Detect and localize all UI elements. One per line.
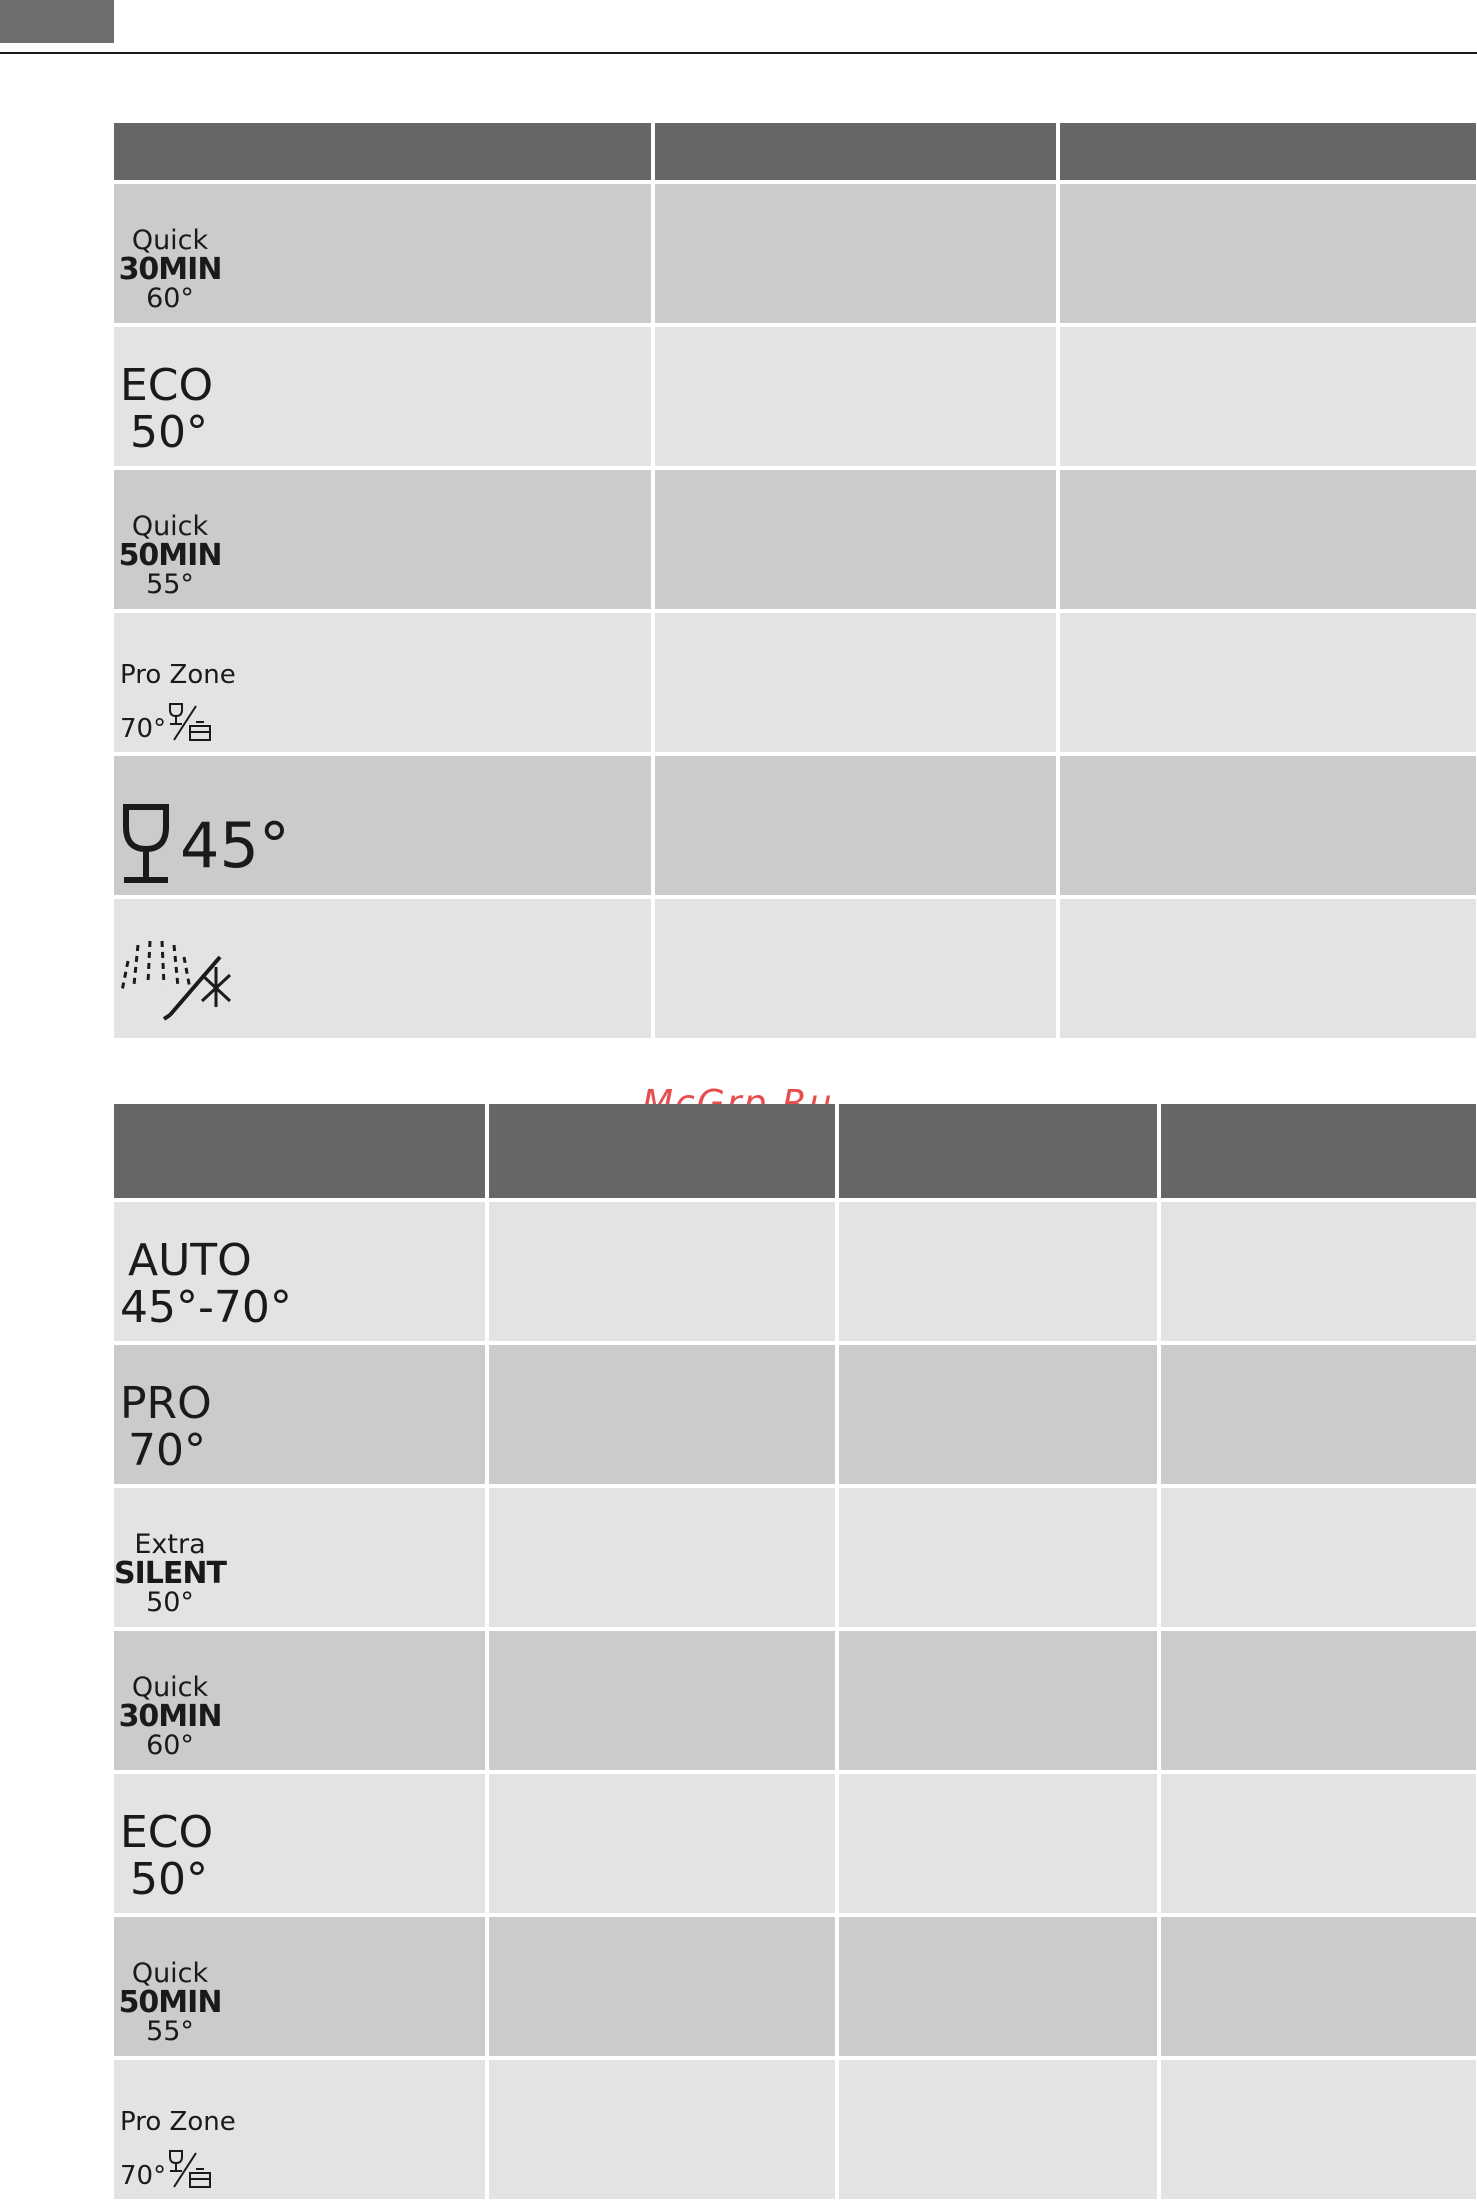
rinse-and-hold-symbol [120,935,244,1028]
table-cell [839,1202,1161,1345]
programme-cell [114,1488,489,1631]
pro-symbol [120,1380,212,1474]
symbol-text: Extra [134,1529,206,1560]
table-row [114,1917,1476,2060]
symbol-text: 45°-70° [120,1282,292,1333]
table-cell [489,1488,839,1631]
table-row [114,470,1476,613]
table-cell [655,184,1060,327]
table-cell [489,1345,839,1488]
table-cell [655,613,1060,756]
programme-cell [114,1917,489,2060]
symbol-text: 30MIN [118,252,222,287]
auto-symbol [120,1237,292,1331]
programme-cell [114,2060,489,2203]
page-corner-tab [0,0,114,43]
header-cell [114,123,655,184]
symbol-text: Quick [131,1672,209,1703]
spray-arm-icon [120,935,244,1025]
symbol-text: AUTO [128,1235,252,1286]
glass-45-symbol [120,803,290,885]
symbol-text: 70° [120,714,167,744]
programme-cell [114,1202,489,1345]
table-cell [1161,1345,1476,1488]
symbol-text: 30MIN [118,1699,222,1734]
table-cell [489,1917,839,2060]
table-cell [1161,1202,1476,1345]
table-cell [839,1345,1161,1488]
glass-pot-icon [166,702,214,742]
table-cell [1060,184,1476,327]
table-cell [489,1774,839,1917]
programme-cell [114,613,655,756]
programme-cell [114,184,655,327]
table-cell [489,2060,839,2203]
symbol-text: 50° [130,407,208,458]
table-cell [1161,1631,1476,1774]
symbol-text: 70° [120,2161,167,2191]
symbol-text: PRO [120,1378,212,1429]
symbol-text: 50MIN [118,538,222,573]
quick-50min-symbol [120,1959,220,2046]
table-cell [655,327,1060,470]
programme-cell [114,899,655,1042]
symbol-text: Quick [131,225,209,256]
symbol-text: 45° [180,809,290,882]
table-row [114,756,1476,899]
quick-30min-symbol [120,1673,220,1760]
table-cell [1060,899,1476,1042]
programme-table-2 [114,1104,1476,2203]
table-cell [655,756,1060,899]
table-cell [1060,327,1476,470]
symbol-text: SILENT [114,1556,226,1591]
quick-30min-symbol [120,226,220,313]
symbol-text: 60° [146,283,194,314]
symbol-text: 60° [146,1730,194,1761]
prozone-symbol [120,2109,236,2189]
symbol-text: Pro Zone [120,660,236,690]
table-cell [839,2060,1161,2203]
symbol-text: 50MIN [118,1985,222,2020]
table-cell [1161,1774,1476,1917]
table-cell [1060,613,1476,756]
eco-symbol [120,362,213,456]
table-cell [839,1488,1161,1631]
prozone-symbol [120,662,236,742]
table-row [114,1488,1476,1631]
table-row [114,613,1476,756]
header-cell [655,123,1060,184]
eco-symbol [120,1809,213,1903]
programme-cell [114,1631,489,1774]
table-row [114,1345,1476,1488]
programme-table-1 [114,123,1476,1042]
quick-50min-symbol [120,512,220,599]
symbol-text: ECO [120,1807,214,1858]
table-row [114,1774,1476,1917]
header-cell [839,1104,1161,1202]
symbol-text: 55° [146,569,194,600]
header-cell [1161,1104,1476,1202]
symbol-text: Quick [131,1958,209,1989]
table-cell [1161,1917,1476,2060]
table-header-row [114,123,1476,184]
symbol-text: ECO [120,360,214,411]
programme-cell [114,327,655,470]
programme-cell [114,470,655,613]
symbol-text: 50° [146,1587,194,1618]
table-row [114,327,1476,470]
symbol-text: Pro Zone [120,2107,236,2137]
table-header-row [114,1104,1476,1202]
top-rule [0,52,1477,54]
table-cell [1161,1488,1476,1631]
header-cell [114,1104,489,1202]
table-cell [1060,756,1476,899]
table-cell [1060,470,1476,613]
glass-pot-icon [166,2149,214,2189]
header-cell [1060,123,1476,184]
table-row [114,1202,1476,1345]
table-row [114,899,1476,1042]
table-cell [655,899,1060,1042]
programme-cell [114,1345,489,1488]
programme-cell [114,756,655,899]
symbol-text: 55° [146,2016,194,2047]
programme-cell [114,1774,489,1917]
table-row [114,2060,1476,2203]
wine-glass-icon [120,803,172,885]
table-cell [489,1202,839,1345]
table-cell [839,1631,1161,1774]
table-row [114,184,1476,327]
symbol-text: 50° [130,1854,208,1905]
table-row [114,1631,1476,1774]
header-cell [489,1104,839,1202]
table-cell [839,1917,1161,2060]
symbol-text: Quick [131,511,209,542]
table-cell [839,1774,1161,1917]
extra-silent-symbol [114,1529,226,1618]
table-cell [489,1631,839,1774]
table-cell [655,470,1060,613]
symbol-text: 70° [128,1425,206,1476]
table-cell [1161,2060,1476,2203]
